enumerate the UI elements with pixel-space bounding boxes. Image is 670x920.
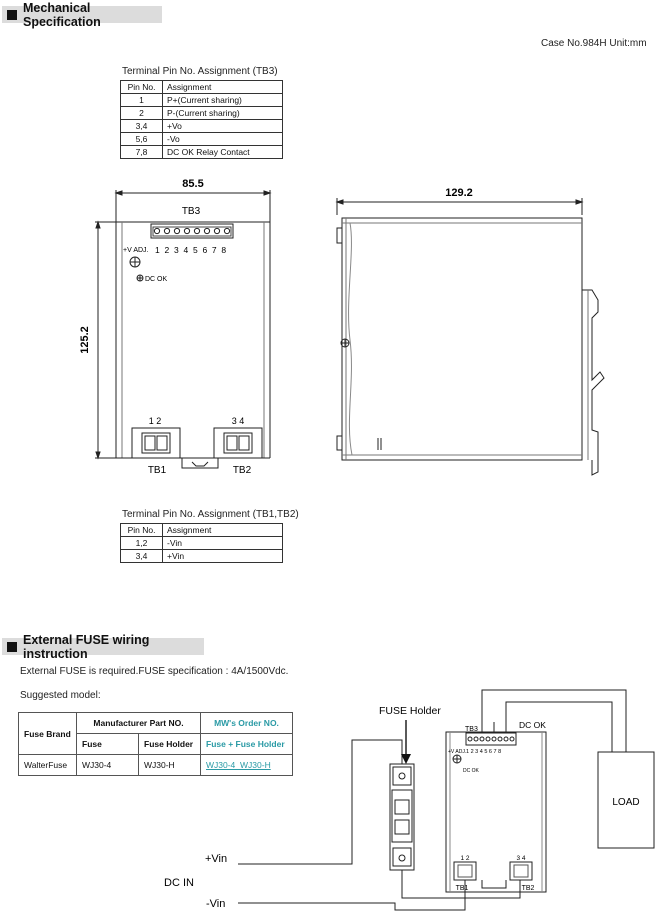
fuse-header-text: External FUSE wiring instruction [23,632,150,661]
dcok-label: DC OK [145,276,168,283]
diagram-vadj-label: +V ADJ. [448,749,467,755]
assignment-cell: DC OK Relay Contact [163,146,283,159]
header-pin-no: Pin No. [121,81,163,94]
tb2-pin-numbers: 3 4 [231,416,245,426]
tb3-table-title: Terminal Pin No. Assignment (TB3) [122,66,278,77]
pin-cell: 3,4 [121,120,163,133]
diagram-tb3-label: TB3 [465,726,478,733]
header-mw-order: MW's Order NO. [201,713,293,734]
header-manufacturer: Manufacturer Part NO. [77,713,201,734]
header-pin-no: Pin No. [121,524,163,537]
tb3-pin-numbers: 1 2 3 4 5 6 7 8 [155,245,228,255]
fuse-holder-label: FUSE Holder [379,705,441,717]
assignment-cell: P+(Current sharing) [163,94,283,107]
dim-depth-label: 129.2 [445,187,473,199]
tb3-label: TB3 [181,206,201,217]
order-link[interactable]: WJ30-4_WJ30-H [201,755,293,776]
holder-cell: WJ30-H [139,755,201,776]
header-assignment: Assignment [163,524,283,537]
diagram-pins-34: 3 4 [516,855,526,862]
brand-cell: WalterFuse [19,755,77,776]
load-label: LOAD [612,797,640,808]
header-fuse-brand: Fuse Brand [19,713,77,755]
vin-minus-label: -Vin [206,898,226,910]
mechanical-header-text: Mechanical Specification [23,0,101,29]
pin-cell: 5,6 [121,133,163,146]
suggested-model-text: Suggested model: [20,690,101,701]
tb2-label: TB2 [232,465,252,476]
diagram-pins-12: 1 2 [460,855,470,862]
tb1-label: TB1 [147,465,167,476]
vadj-label: +V ADJ. [123,247,149,254]
case-info: Case No.984H Unit:mm [541,38,647,49]
diagram-dcok-label: DC OK [519,720,546,730]
assignment-cell: -Vin [163,537,283,550]
vin-plus-label: +Vin [205,853,228,865]
fuse-requirement-text: External FUSE is required.FUSE specification : 4A/1500Vdc. [20,666,289,677]
diagram-tb2-label: TB2 [521,885,535,892]
assignment-cell: +Vo [163,120,283,133]
dc-in-label: DC IN [164,877,194,889]
fuse-cell: WJ30-4 [77,755,139,776]
dim-height-label: 125.2 [79,326,91,354]
pin-cell: 1 [121,94,163,107]
diagram-tb1-label: TB1 [455,885,469,892]
pin-cell: 3,4 [121,550,163,563]
header-fuse-holder: Fuse Holder [139,734,201,755]
pin-cell: 7,8 [121,146,163,159]
pin-cell: 1,2 [121,537,163,550]
assignment-cell: -Vo [163,133,283,146]
tb12-table-title: Terminal Pin No. Assignment (TB1,TB2) [122,509,299,520]
dim-width-label: 85.5 [182,178,204,190]
diagram-pin-numbers: 1 2 3 4 5 6 7 8 [466,749,502,755]
assignment-cell: +Vin [163,550,283,563]
header-combo: Fuse + Fuse Holder [201,734,293,755]
assignment-cell: P-(Current sharing) [163,107,283,120]
header-assignment: Assignment [163,81,283,94]
diagram-dcok-small: DC OK [463,768,479,774]
header-fuse: Fuse [77,734,139,755]
pin-cell: 2 [121,107,163,120]
tb1-pin-numbers: 1 2 [148,416,162,426]
